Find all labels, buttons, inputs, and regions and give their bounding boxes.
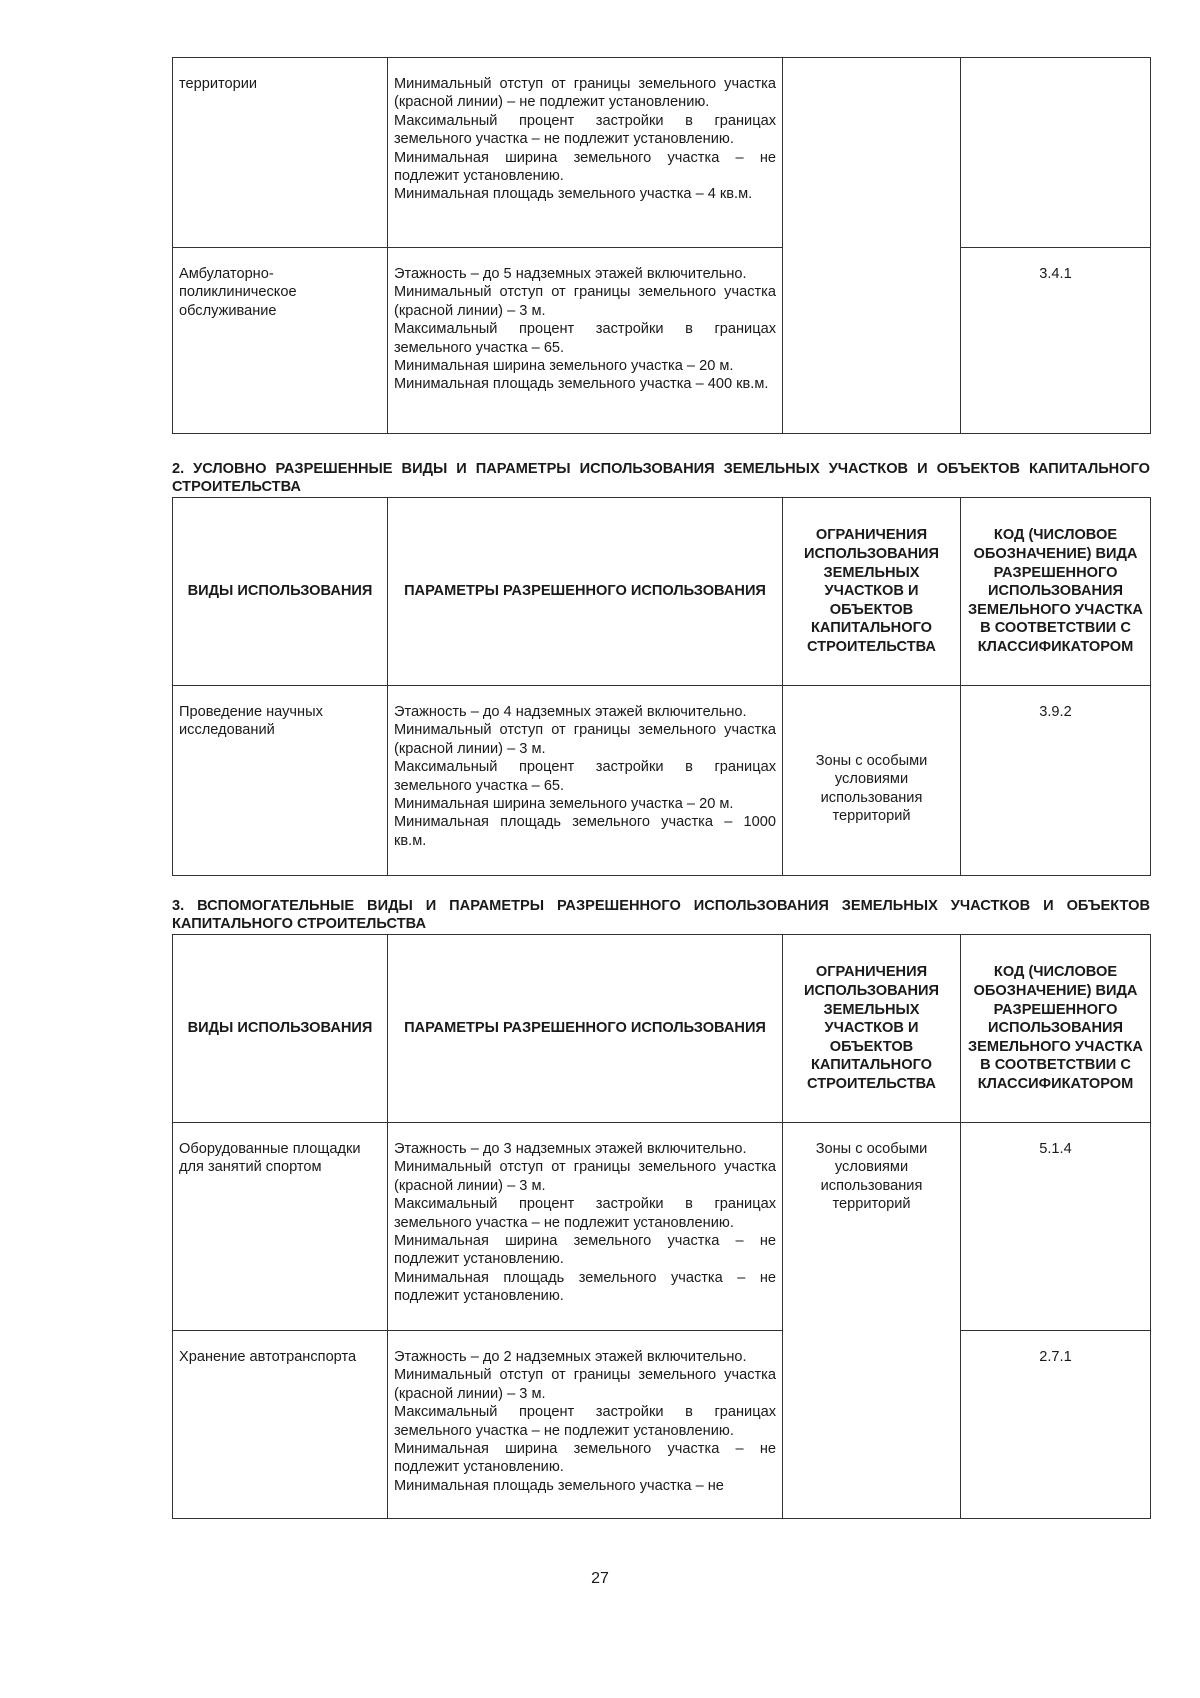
header-code: КОД (ЧИСЛОВОЕ ОБОЗНАЧЕНИЕ) ВИДА РАЗРЕШЕННОГО ИСПОЛЬЗОВАНИЯ ЗЕМЕЛЬНОГО УЧАСТКА В СООТВЕТСТВИИ С КЛАССИФИКАТОРОМ [961,935,1151,1123]
param-line: Максимальный процент застройки в границах земельного участка – 65. [394,759,776,794]
param-line: Максимальный процент застройки в границах земельного участка – не подлежит установлению. [394,1404,776,1439]
param-line: Этажность – до 4 надземных этажей включительно. [394,704,747,720]
param-line: Минимальная площадь земельного участка – 400 кв.м. [394,376,769,393]
param-line: Минимальная ширина земельного участка – 20 м. [394,796,734,813]
header-use-types: ВИДЫ ИСПОЛЬЗОВАНИЯ [173,498,388,686]
use-type-cell [173,248,388,434]
header-parameters: ПАРАМЕТРЫ РАЗРЕШЕННОГО ИСПОЛЬЗОВАНИЯ [388,498,783,686]
params-cell [388,686,783,876]
param-line: Минимальный отступ от границы земельного участка (красной линии) – 3 м. [394,1367,776,1402]
use-type-cell [173,1123,388,1331]
use-type-text: Амбулаторно-поликлиническое обслуживание [179,266,297,319]
table-auxiliary-uses [172,934,1151,1519]
section-heading-2: 2. УСЛОВНО РАЗРЕШЕННЫЕ ВИДЫ И ПАРАМЕТРЫ ИСПОЛЬЗОВАНИЯ ЗЕМЕЛЬНЫХ УЧАСТКОВ И ОБЪЕКТОВ КАПИТАЛЬНОГО СТРОИТЕЛЬСТВА [172,461,1150,495]
use-type-text: Оборудованные площадки для занятий спортом [179,1141,361,1176]
header-parameters: ПАРАМЕТРЫ РАЗРЕШЕННОГО ИСПОЛЬЗОВАНИЯ [388,935,783,1123]
params-cell [388,1331,783,1519]
code-cell [961,1331,1151,1519]
param-line: Минимальная ширина земельного участка – не подлежит установлению. [394,149,776,185]
code-value: 5.1.4 [1039,1141,1072,1157]
table-row [173,248,1151,434]
code-value: 3.4.1 [1039,266,1072,282]
param-line: Минимальный отступ от границы земельного участка (красной линии) – не подлежит установлению. [394,76,776,111]
use-type-cell [173,1331,388,1519]
code-cell [961,58,1151,248]
param-line: Минимальная ширина земельного участка – 20 м. [394,358,734,375]
param-line: Минимальная площадь земельного участка – не подлежит установлению. [394,1269,776,1305]
section-heading-3: 3. ВСПОМОГАТЕЛЬНЫЕ ВИДЫ И ПАРАМЕТРЫ РАЗРЕШЕННОГО ИСПОЛЬЗОВАНИЯ ЗЕМЕЛЬНЫХ УЧАСТКОВ И ОБЪЕКТОВ КАПИТАЛЬНОГО СТРОИТЕЛЬСТВА [172,898,1150,932]
param-line: Максимальный процент застройки в границах земельного участка – не подлежит установлению. [394,1196,776,1231]
header-restrictions: ОГРАНИЧЕНИЯ ИСПОЛЬЗОВАНИЯ ЗЕМЕЛЬНЫХ УЧАСТКОВ И ОБЪЕКТОВ КАПИТАЛЬНОГО СТРОИТЕЛЬСТВА [783,935,961,1123]
param-line: Этажность – до 2 надземных этажей включительно. [394,1349,747,1365]
limit-text: Зоны с особыми условиями использования территорий [815,1141,928,1213]
param-line: Минимальная ширина земельного участка – не подлежит установлению. [394,1441,776,1476]
param-line: Максимальный процент застройки в границах земельного участка – не подлежит установлению. [394,112,776,148]
param-line: Минимальная ширина земельного участка – не подлежит установлению. [394,1233,776,1268]
page-number: 27 [591,1570,609,1587]
param-line: Минимальная площадь земельного участка – не [394,1477,724,1494]
code-value: 3.9.2 [1039,704,1072,720]
table-row [173,1123,1151,1331]
header-code: КОД (ЧИСЛОВОЕ ОБОЗНАЧЕНИЕ) ВИДА РАЗРЕШЕННОГО ИСПОЛЬЗОВАНИЯ ЗЕМЕЛЬНОГО УЧАСТКА В СООТВЕТСТВИИ С КЛАССИФИКАТОРОМ [961,498,1151,686]
param-line: Минимальный отступ от границы земельного участка (красной линии) – 3 м. [394,284,776,319]
param-line: Минимальный отступ от границы земельного участка (красной линии) – 3 м. [394,722,776,757]
params-cell [388,248,783,434]
param-line: Минимальная площадь земельного участка – 1000 кв.м. [394,814,776,849]
param-line: Минимальный отступ от границы земельного участка (красной линии) – 3 м. [394,1159,776,1194]
use-type-text: Проведение научных исследований [179,704,323,739]
param-line: Этажность – до 3 надземных этажей включительно. [394,1141,747,1157]
header-restrictions: ОГРАНИЧЕНИЯ ИСПОЛЬЗОВАНИЯ ЗЕМЕЛЬНЫХ УЧАСТКОВ И ОБЪЕКТОВ КАПИТАЛЬНОГО СТРОИТЕЛЬСТВА [783,498,961,686]
use-type-text: Хранение автотранспорта [179,1349,357,1365]
table-header-row [173,935,1151,1123]
table-main-uses-continuation [172,57,1151,434]
param-line: Этажность – до 5 надземных этажей включительно. [394,266,747,282]
limits-cell [783,686,961,876]
table-row [173,1331,1151,1519]
use-type-cell [173,58,388,248]
param-line: Минимальная площадь земельного участка – 4 кв.м. [394,186,753,203]
params-cell [388,58,783,248]
code-cell [961,1123,1151,1331]
table-row [173,686,1151,876]
header-use-types: ВИДЫ ИСПОЛЬЗОВАНИЯ [173,935,388,1123]
table-conditional-uses [172,497,1151,876]
table-row [173,58,1151,248]
table-header-row [173,498,1151,686]
params-cell [388,1123,783,1331]
param-line: Максимальный процент застройки в границах земельного участка – 65. [394,321,776,356]
use-type-cell [173,686,388,876]
limit-text: Зоны с особыми условиями использования территорий [815,753,928,825]
code-cell [961,248,1151,434]
code-value: 2.7.1 [1039,1349,1072,1365]
code-cell [961,686,1151,876]
limits-cell [783,58,961,434]
limits-cell [783,1123,961,1519]
use-type-text: территории [179,76,258,92]
